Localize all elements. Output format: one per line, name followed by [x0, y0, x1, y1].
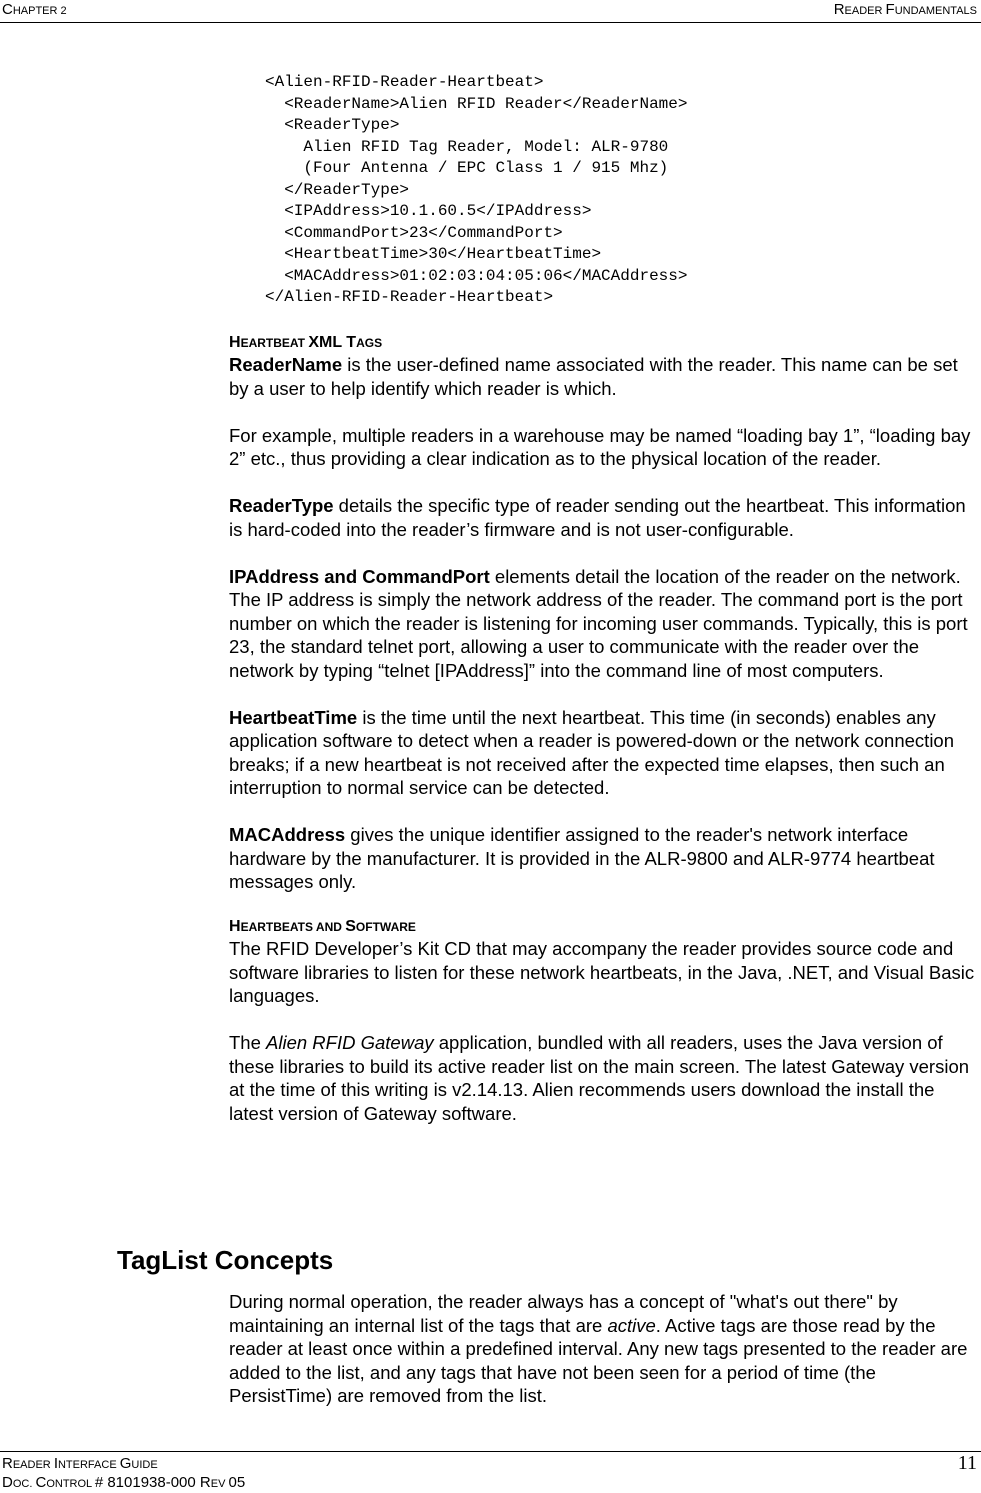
- section-label: [834, 1, 977, 18]
- section-label-f: F: [885, 1, 895, 18]
- developer-kit-paragraph: The RFID Developer’s Kit CD that may accompany the reader provides source code and software libraries to listen for these network heartbeats, in the Java, .NET, and Visual Basic languages.: [229, 938, 975, 1006]
- guide-title: READER INTERFACE GUIDE: [2, 1455, 158, 1472]
- gateway-paragraph: The Alien RFID Gateway application, bundled with all readers, uses the Java version of these libraries to build its active reader list on the main screen. The latest Gateway version at the time of this writing is v2.14.13. Alien recommends users download the install the latest version of Gateway software.: [229, 1032, 970, 1124]
- heartbeattime-term: HeartbeatTime: [229, 706, 358, 728]
- readername-term: ReaderName: [229, 354, 343, 375]
- active-term: active: [607, 1314, 656, 1336]
- example-paragraph: For example, multiple readers in a warehouse may be named “loading bay 1”, “loading bay 2” etc., thus providing a clear indication as to the physical location of the reader.: [229, 424, 971, 469]
- chapter-label: [2, 1, 67, 18]
- chapter-label-rest: HAPTER 2: [12, 5, 67, 17]
- page-footer: [0, 1451, 981, 1493]
- heartbeat-tags-section: [229, 333, 981, 1149]
- heartbeats-software-heading: HEARTBEATS AND SOFTWARE: [229, 918, 416, 935]
- chapter-label-initial: C: [2, 1, 13, 18]
- section-label-eader: EADER: [844, 5, 886, 17]
- page-header: [0, 0, 981, 23]
- page-number: 11: [957, 1452, 977, 1474]
- ipaddress-paragraph: IPAddress and CommandPort elements detail the location of the reader on the network. The IP address is simply the network address of the reader. The command port is the port number on which the reader is listening for incoming user commands. Typically, this is port 23, the standard telnet port, allowing a user to communicate with the reader over the network by typing “telnet [IPAddress]” into the command line of most computers.: [229, 565, 968, 681]
- section-label-r: R: [833, 1, 845, 18]
- heartbeat-xml-code-block: <Alien-RFID-Reader-Heartbeat> <ReaderName>Alien RFID Reader</ReaderName> <ReaderType> Alien RFID Tag Reader, Model: ALR-9780 (Four Antenna / EPC Class 1 / 915 Mhz) </ReaderType> <IPAddress>10.1.60.5</IPAddress> <CommandPort>23</CommandPort> <HeartbeatTime>30</HeartbeatTime> <MACAddress>01:02:03:04:05:06</MACAddress> </Alien-RFID-Reader-Heartbeat>: [265, 73, 688, 306]
- heartbeat-xml-tags-heading: HEARTBEAT XML TAGS: [229, 334, 383, 351]
- taglist-concepts-title: TagList Concepts: [117, 1245, 334, 1275]
- macaddress-term: MACAddress: [229, 824, 346, 845]
- readertype-paragraph: ReaderType details the specific type of reader sending out the heartbeat. This information is hard-coded into the reader’s firmware and is not user-configurable.: [229, 495, 966, 540]
- readertype-term: ReaderType: [229, 495, 334, 516]
- taglist-paragraph: During normal operation, the reader always has a concept of "what's out there" by maintaining an internal list of the tags that are active. Active tags are those read by the reader at least once within a predefined interval. Any new tags presented to the reader are added to the list, and any tags that have not been seen for a period of time (the PersistTime) are removed from the list.: [229, 1291, 968, 1406]
- ipaddress-term: IPAddress and CommandPort: [229, 565, 490, 587]
- heartbeattime-paragraph: HeartbeatTime is the time until the next heartbeat. This time (in seconds) enables any application software to detect when a reader is powered-down or the network connection breaks; if a new heartbeat is not received after the expected time elapses, then such an interruption to normal service can be detected.: [229, 706, 955, 798]
- gateway-app-name: Alien RFID Gateway: [266, 1032, 434, 1053]
- section-label-undamentals: UNDAMENTALS: [894, 5, 977, 17]
- readername-paragraph: ReaderName is the user-defined name associated with the reader. This name can be set by a user to help identify which reader is which.: [229, 354, 958, 399]
- macaddress-paragraph: MACAddress gives the unique identifier assigned to the reader's network interface hardware by the manufacturer. It is provided in the ALR-9800 and ALR-9774 heartbeat messages only.: [229, 824, 935, 892]
- doc-control: DOC. CONTROL # 8101938-000 REV 05: [2, 1474, 246, 1491]
